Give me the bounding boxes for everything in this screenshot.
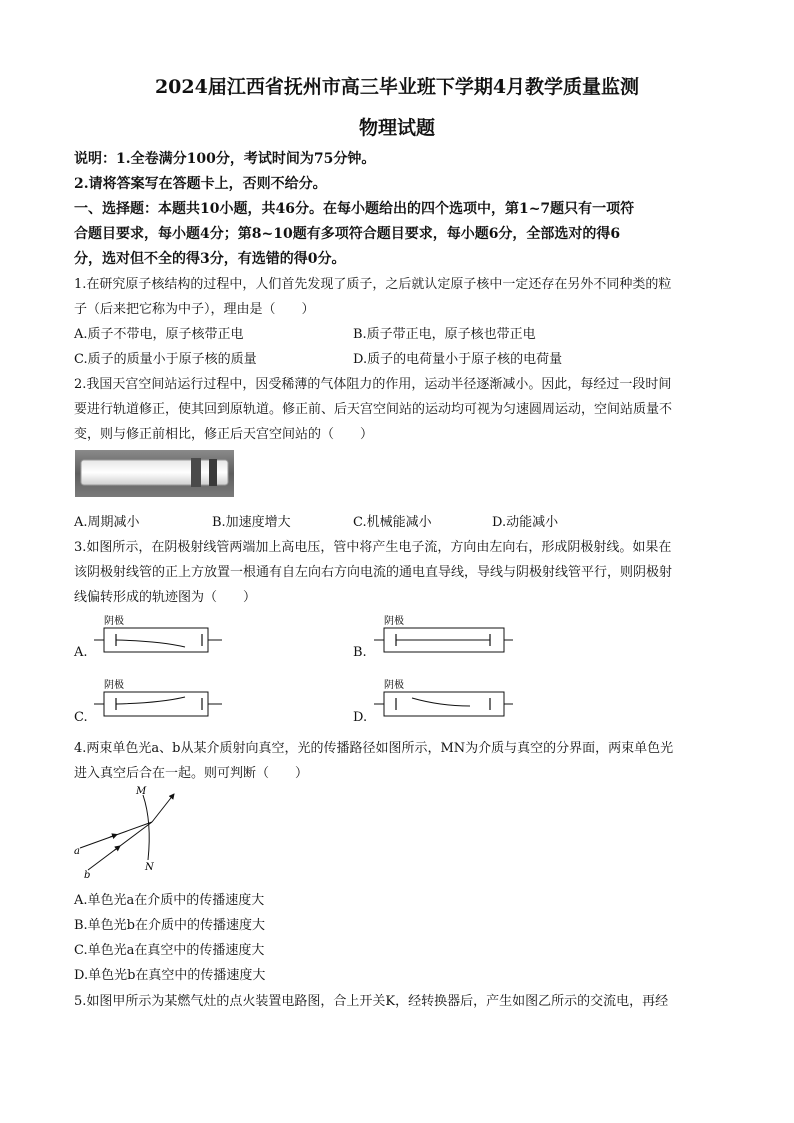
q3-stem-line-3: 线偏转形成的轨迹图为（ ） (74, 590, 257, 605)
q1-stem-line-2: 子（后来把它称为中子），理由是（ ） (74, 302, 315, 317)
q2-option-b: B.加速度增大 (212, 515, 291, 530)
q4-option-b: B.单色光b在介质中的传播速度大 (74, 918, 266, 933)
q4-refraction-diagram (70, 782, 190, 882)
label-n: N (145, 862, 154, 873)
cathode-label: 阴极 (384, 680, 404, 691)
q1-stem-line-1: 1.在研究原子核结构的过程中，人们首先发现了质子，之后就认定原子核中一定还存在另外不同种类的粒 (74, 277, 672, 292)
page-subtitle: 物理试题 (358, 117, 435, 139)
q2-option-a: A.周期减小 (74, 515, 140, 530)
section-heading-line-1: 一、选择题：本题共10小题，共46分。在每小题给出的四个选项中，第1~7题只有一项符 (74, 201, 635, 217)
q3-option-c-label: C. (74, 710, 88, 725)
cathode-label: 阴极 (104, 616, 124, 627)
section-heading-line-3: 分，选对但不全的得3分，有选错的得0分。 (74, 251, 346, 267)
q5-stem-line-1: 5.如图甲所示为某燃气灶的点火装置电路图，合上开关K，经转换器后，产生如图乙所示的交流电，再经 (74, 994, 669, 1009)
q4-option-d: D.单色光b在真空中的传播速度大 (74, 968, 266, 983)
q2-option-d: D.动能减小 (492, 515, 559, 530)
q2-option-c: C.机械能减小 (353, 515, 432, 530)
q2-stem-line-3: 变，则与修正前相比，修正后天宫空间站的（ ） (74, 427, 374, 442)
cathode-label: 阴极 (384, 616, 404, 627)
label-b: b (84, 870, 91, 881)
label-m: M (136, 786, 147, 797)
q3-tube-diagram-d (370, 676, 515, 721)
q2-stem-line-1: 2.我国天宫空间站运行过程中，因受稀薄的气体阻力的作用，运动半径逐渐减小。因此，每经过一段时间 (74, 377, 672, 392)
q3-tube-diagram-b (370, 612, 515, 657)
cathode-label: 阴极 (104, 680, 124, 691)
q3-option-d-label: D. (353, 710, 368, 725)
q4-stem-line-2: 进入真空后合在一起。则可判断（ ） (74, 766, 309, 781)
page-title: 2024届江西省抚州市高三毕业班下学期4月教学质量监测 (154, 76, 640, 98)
q4-option-a: A.单色光a在介质中的传播速度大 (74, 893, 265, 908)
q1-option-b: B.质子带正电，原子核也带正电 (353, 327, 536, 342)
q2-stem-line-2: 要进行轨道修正，使其回到原轨道。修正前、后天宫空间站的运动均可视为匀速圆周运动，空间站质量不 (74, 402, 673, 417)
q3-option-a-label: A. (74, 645, 88, 660)
q3-option-b-label: B. (353, 645, 367, 660)
q3-stem-line-1: 3.如图所示，在阴极射线管两端加上高电压，管中将产生电子流，方向由左向右，形成阴极射线。如果在 (74, 540, 672, 555)
q1-option-a: A.质子不带电，原子核带正电 (74, 327, 244, 342)
instruction-line-2: 2.请将答案写在答题卡上，否则不给分。 (74, 176, 327, 192)
q3-stem-line-2: 该阴极射线管的正上方放置一根通有自左向右方向电流的通电直导线，导线与阴极射线管平行，则阴极射 (74, 565, 673, 580)
q1-option-c: C.质子的质量小于原子核的质量 (74, 352, 257, 367)
section-heading-line-2: 合题目要求，每小题4分；第8~10题有多项符合题目要求，每小题6分，全部选对的得6 (74, 226, 621, 242)
q3-tube-diagram-c (90, 676, 230, 721)
q3-tube-diagram-a (90, 612, 230, 657)
q4-option-c: C.单色光a在真空中的传播速度大 (74, 943, 265, 958)
label-a: a (74, 846, 80, 857)
instruction-line-1: 说明：1.全卷满分100分，考试时间为75分钟。 (74, 151, 376, 167)
q2-tube-photo (75, 450, 234, 497)
q4-stem-line-1: 4.两束单色光a、b从某介质射向真空，光的传播路径如图所示，MN为介质与真空的分界面，两束单色光 (74, 741, 674, 756)
q1-option-d: D.质子的电荷量小于原子核的电荷量 (353, 352, 563, 367)
